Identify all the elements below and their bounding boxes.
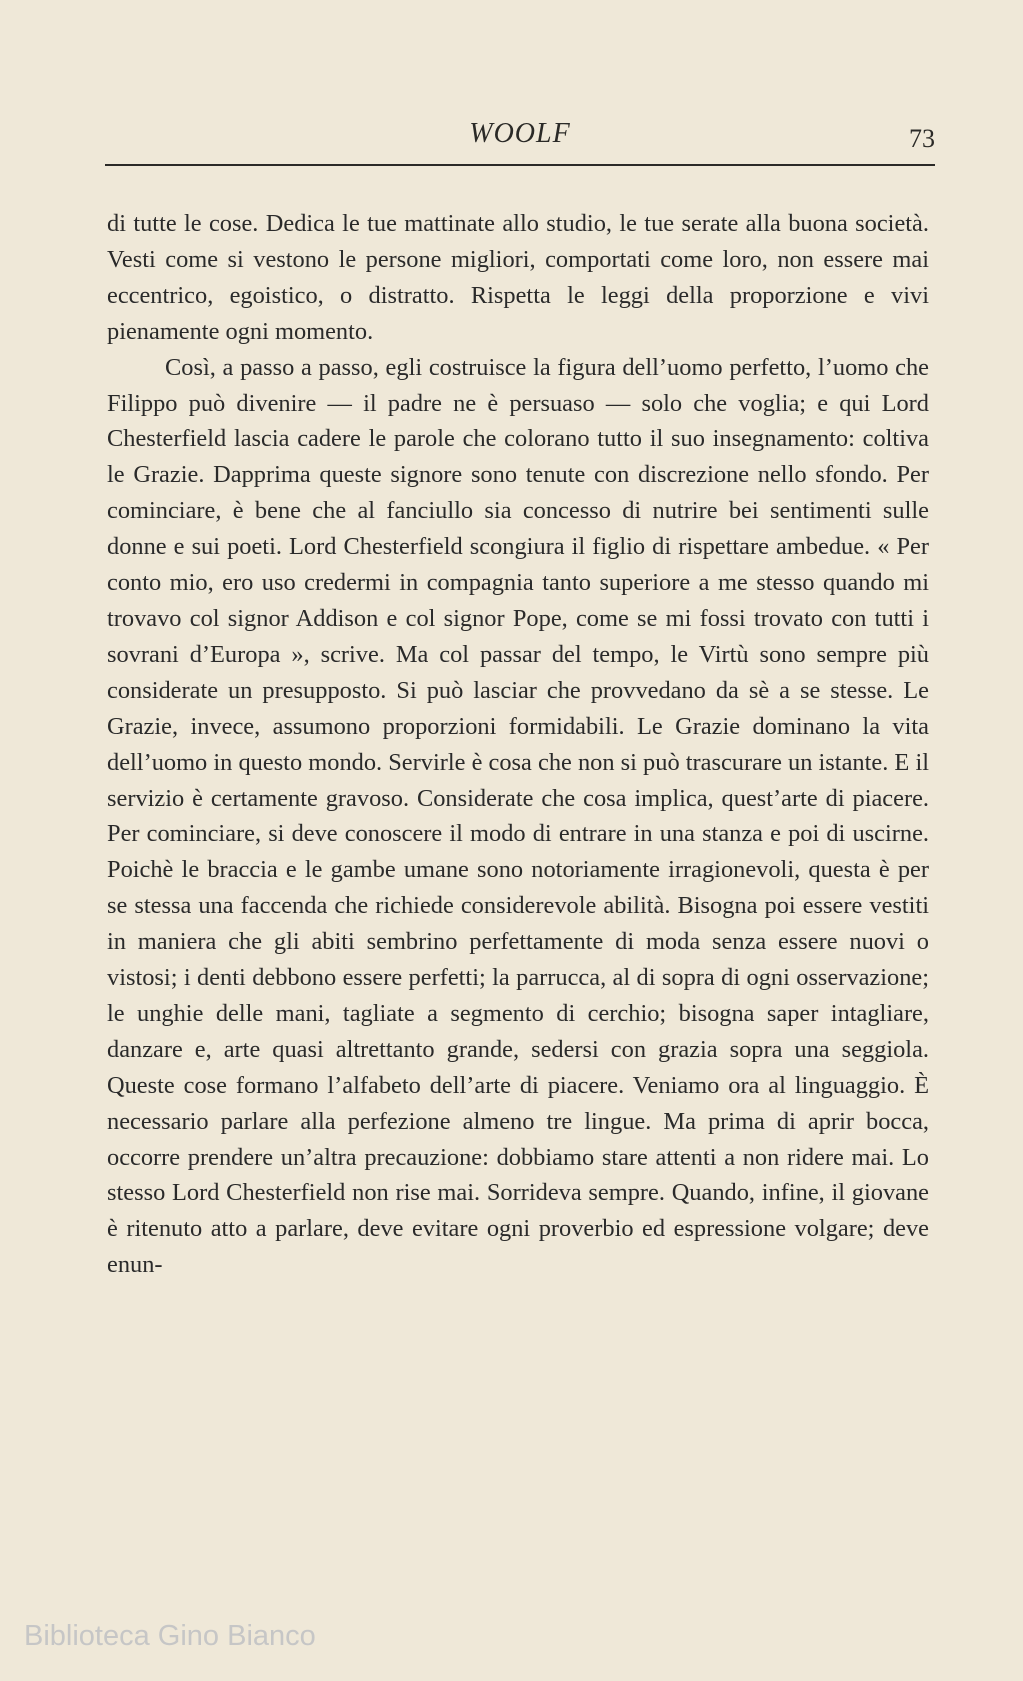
running-title: WOOLF <box>469 118 571 149</box>
page-number: 73 <box>909 124 935 153</box>
page-header <box>105 118 935 168</box>
header-rule <box>105 164 935 166</box>
paragraph: Così, a passo a passo, egli costruisce la figura dell’uomo perfetto, l’uomo che Filippo può divenire — il padre ne è persuaso — solo che voglia; e qui Lord Chesterfield lascia cadere le parole che colorano tutto il suo insegnamento: coltiva le Grazie. Dapprima queste signore sono tenute con discrezione nello sfondo. Per cominciare, è bene che al fanciullo sia concesso di nutrire bei sentimenti sulle donne e sui poeti. Lord Chesterfield scongiura il figlio di rispettare ambedue. « Per conto mio, ero uso credermi in compagnia tanto superiore a me stesso quando mi trovavo col signor Addison e col signor Pope, come se mi fossi trovato con tutti i sovrani d’Europa », scrive. Ma col passar del tempo, le Virtù sono sempre più considerate un presupposto. Si può lasciar che provvedano da sè a se stesse. Le Grazie, invece, assumono proporzioni formidabili. Le Grazie dominano la vita dell’uomo in questo mondo. Servirle è cosa che non si può trascurare un istante. E il servizio è certamente gravoso. Considerate che cosa implica, quest’arte di piacere. Per cominciare, si deve conoscere il modo di entrare in una stanza e poi di uscirne. Poichè le braccia e le gambe umane sono notoriamente irragionevoli, questa è per se stessa una faccenda che richiede considerevole abilità. Bisogna poi essere vestiti in maniera che gli abiti sembrino perfettamente di moda senza essere nuovi o vistosi; i denti debbono essere perfetti; la parrucca, al di sopra di ogni osservazione; le unghie delle mani, tagliate a segmento di cerchio; bisogna saper intagliare, danzare e, arte quasi altrettanto grande, sedersi con grazia sopra una seggiola. Queste cose formano l’alfabeto dell’arte di piacere. Veniamo ora al linguaggio. È necessario parlare alla perfezione almeno tre lingue. Ma prima di aprir bocca, occorre prendere un’altra precauzione: dobbiamo stare attenti a non ridere mai. Lo stesso Lord Chesterfield non rise mai. Sorrideva sempre. Quando, infine, il giovane è ritenuto atto a parlare, deve evitare ogni proverbio ed espressione volgare; deve enun- <box>107 353 929 1279</box>
library-watermark: Biblioteca Gino Bianco <box>24 1620 316 1652</box>
paragraph-continued: di tutte le cose. Dedica le tue mattinate allo studio, le tue serate alla buona società. Vesti come si vestono le persone migliori, comportati come loro, non essere mai eccentrico, egoistico, o distratto. Rispetta le leggi della proporzione e vivi pienamente ogni momento. <box>107 210 929 345</box>
body-text <box>107 206 929 1283</box>
